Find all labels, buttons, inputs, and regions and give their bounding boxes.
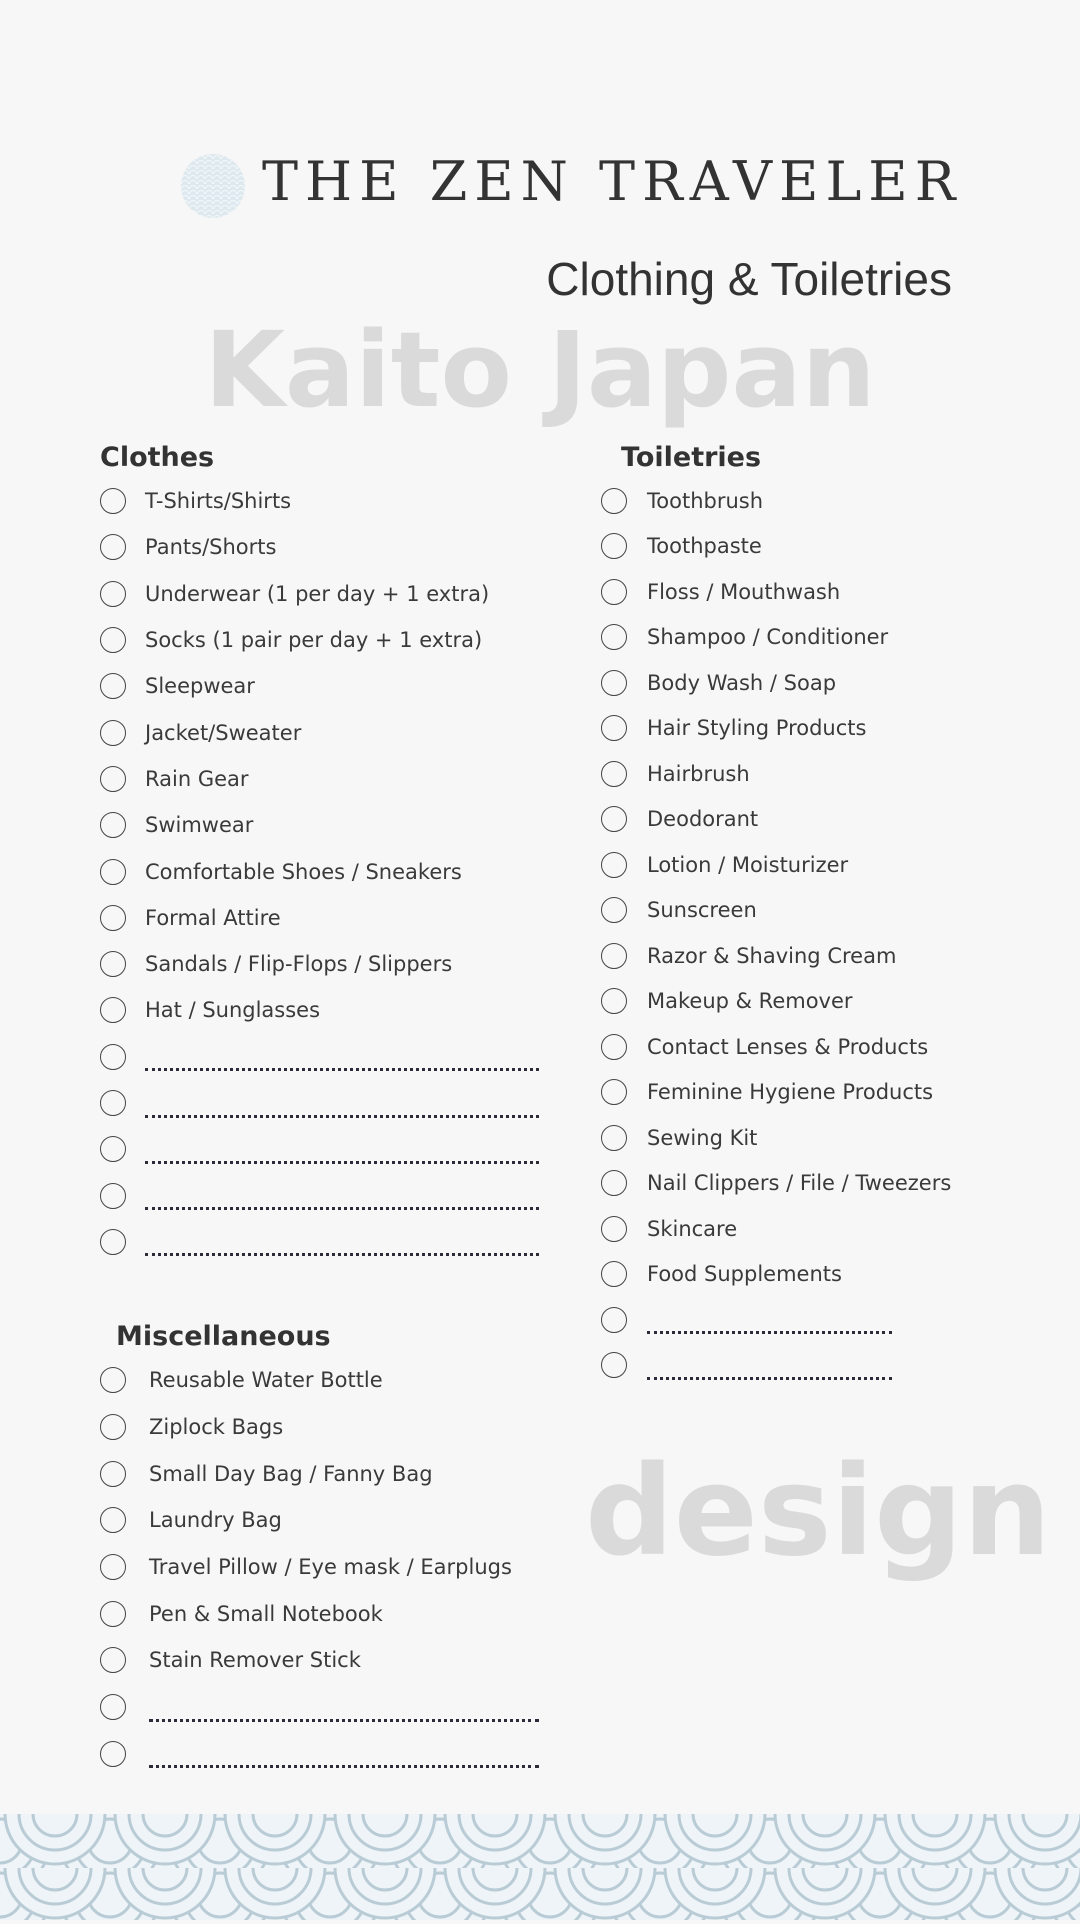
checklist-item[interactable] bbox=[100, 941, 539, 987]
item-label: Deodorant bbox=[647, 807, 759, 832]
item-label: Contact Lenses & Products bbox=[647, 1034, 929, 1059]
logo-wave-circle-icon bbox=[181, 154, 245, 218]
checklist-item[interactable] bbox=[601, 706, 951, 752]
checkbox-circle[interactable] bbox=[601, 715, 627, 741]
checkbox-circle[interactable] bbox=[601, 1125, 627, 1151]
blank-checklist-item[interactable] bbox=[100, 1684, 539, 1731]
item-label: Stain Remover Stick bbox=[149, 1648, 361, 1673]
checklist-item[interactable] bbox=[100, 802, 539, 848]
checklist-item[interactable] bbox=[100, 848, 539, 894]
item-label: Formal Attire bbox=[145, 905, 281, 930]
checkbox-circle[interactable] bbox=[100, 1554, 126, 1580]
checkbox-circle[interactable] bbox=[601, 1307, 627, 1333]
checklist-item[interactable] bbox=[601, 797, 951, 843]
checklist-item[interactable] bbox=[601, 888, 951, 934]
checklist-item[interactable] bbox=[100, 524, 539, 570]
checklist-item[interactable] bbox=[100, 895, 539, 941]
checklist-item[interactable] bbox=[100, 709, 539, 755]
checkbox-circle[interactable] bbox=[601, 852, 627, 878]
item-label: Reusable Water Bottle bbox=[149, 1368, 383, 1393]
item-label: Shampoo / Conditioner bbox=[647, 625, 889, 650]
item-label: Comfortable Shoes / Sneakers bbox=[145, 859, 462, 884]
checklist-item[interactable] bbox=[100, 571, 539, 617]
checkbox-circle[interactable] bbox=[100, 766, 126, 792]
checkbox-circle[interactable] bbox=[601, 624, 627, 650]
misc-section bbox=[100, 1317, 539, 1777]
clothes-heading: Clothes bbox=[100, 442, 215, 473]
checklist-item[interactable] bbox=[100, 1637, 539, 1684]
checkbox-circle[interactable] bbox=[100, 1183, 126, 1209]
checklist-item[interactable] bbox=[601, 660, 951, 706]
item-label: Hair Styling Products bbox=[647, 716, 867, 741]
item-label: Food Supplements bbox=[647, 1262, 842, 1287]
item-label: Swimwear bbox=[145, 813, 254, 838]
checklist-item[interactable] bbox=[100, 478, 539, 524]
checkbox-circle[interactable] bbox=[601, 579, 627, 605]
checkbox-circle[interactable] bbox=[100, 1601, 126, 1627]
blank-checklist-item[interactable] bbox=[601, 1297, 951, 1343]
dotted-write-line[interactable] bbox=[145, 1241, 539, 1256]
clothes-section bbox=[100, 438, 539, 1265]
checklist-item[interactable] bbox=[100, 663, 539, 709]
checklist-item[interactable] bbox=[100, 756, 539, 802]
blank-checklist-item[interactable] bbox=[100, 1126, 539, 1172]
item-label: Lotion / Moisturizer bbox=[647, 852, 849, 877]
checklist-item[interactable] bbox=[601, 1161, 951, 1207]
item-label: Toothpaste bbox=[647, 534, 762, 559]
dotted-write-line[interactable] bbox=[145, 1056, 539, 1071]
checkbox-circle[interactable] bbox=[100, 1229, 126, 1255]
item-label: Skincare bbox=[647, 1216, 738, 1241]
checklist-item[interactable] bbox=[601, 1206, 951, 1252]
checkbox-circle[interactable] bbox=[100, 581, 126, 607]
checklist-item[interactable] bbox=[100, 617, 539, 663]
item-label: Sunscreen bbox=[647, 898, 757, 923]
checklist-item[interactable] bbox=[601, 569, 951, 615]
checklist-item[interactable] bbox=[601, 1024, 951, 1070]
checkbox-circle[interactable] bbox=[601, 1261, 627, 1287]
blank-checklist-item[interactable] bbox=[601, 1343, 951, 1389]
checkbox-circle[interactable] bbox=[601, 806, 627, 832]
blank-checklist-item[interactable] bbox=[100, 1731, 539, 1778]
item-label: Socks (1 pair per day + 1 extra) bbox=[145, 628, 483, 653]
toiletries-section bbox=[601, 438, 951, 1388]
item-label: Ziplock Bags bbox=[149, 1415, 284, 1440]
blank-checklist-item[interactable] bbox=[100, 1172, 539, 1218]
checkbox-circle[interactable] bbox=[601, 988, 627, 1014]
checkbox-circle[interactable] bbox=[100, 673, 126, 699]
dotted-write-line[interactable] bbox=[145, 1195, 539, 1210]
checkbox-circle[interactable] bbox=[601, 533, 627, 559]
checkbox-circle[interactable] bbox=[601, 1352, 627, 1378]
blank-checklist-item[interactable] bbox=[100, 1219, 539, 1265]
dotted-write-line[interactable] bbox=[149, 1753, 539, 1768]
checkbox-circle[interactable] bbox=[100, 951, 126, 977]
dotted-write-line[interactable] bbox=[145, 1103, 539, 1118]
item-label: Hat / Sunglasses bbox=[145, 998, 321, 1023]
item-label: Jacket/Sweater bbox=[145, 720, 302, 745]
blank-checklist-item[interactable] bbox=[100, 1080, 539, 1126]
checklist-item[interactable] bbox=[601, 478, 951, 524]
item-label: Sandals / Flip-Flops / Slippers bbox=[145, 952, 453, 977]
checkbox-circle[interactable] bbox=[601, 943, 627, 969]
checkbox-circle[interactable] bbox=[100, 1461, 126, 1487]
misc-heading: Miscellaneous bbox=[116, 1321, 331, 1352]
checklist-item[interactable] bbox=[601, 1070, 951, 1116]
item-label: Razor & Shaving Cream bbox=[647, 943, 897, 968]
checkbox-circle[interactable] bbox=[601, 1216, 627, 1242]
dotted-write-line[interactable] bbox=[145, 1149, 539, 1164]
dotted-write-line[interactable] bbox=[149, 1707, 539, 1722]
checkbox-circle[interactable] bbox=[100, 1741, 126, 1767]
checkbox-circle[interactable] bbox=[601, 488, 627, 514]
checkbox-circle[interactable] bbox=[100, 1090, 126, 1116]
item-label: Small Day Bag / Fanny Bag bbox=[149, 1461, 433, 1486]
checkbox-circle[interactable] bbox=[100, 488, 126, 514]
blank-checklist-item[interactable] bbox=[100, 1034, 539, 1080]
watermark-line2: design bbox=[585, 1440, 1052, 1584]
checkbox-circle[interactable] bbox=[601, 761, 627, 787]
checkbox-circle[interactable] bbox=[100, 1507, 126, 1533]
brand-title: THE ZEN TRAVELER bbox=[262, 150, 963, 213]
checklist-item[interactable] bbox=[100, 1450, 539, 1497]
checklist-item[interactable] bbox=[601, 842, 951, 888]
checklist-item[interactable] bbox=[601, 933, 951, 979]
item-label: Rain Gear bbox=[145, 766, 249, 791]
checklist-item[interactable] bbox=[100, 1590, 539, 1637]
checklist-item[interactable] bbox=[100, 1357, 539, 1404]
checkbox-circle[interactable] bbox=[601, 1079, 627, 1105]
item-label: Body Wash / Soap bbox=[647, 670, 837, 695]
item-label: Toothbrush bbox=[647, 488, 764, 513]
toiletries-heading: Toiletries bbox=[621, 442, 762, 473]
item-label: Pants/Shorts bbox=[145, 535, 277, 560]
item-label: Nail Clippers / File / Tweezers bbox=[647, 1171, 952, 1196]
checklist-item[interactable] bbox=[100, 1544, 539, 1591]
checklist-item[interactable] bbox=[100, 987, 539, 1033]
item-label: Makeup & Remover bbox=[647, 989, 853, 1014]
checklist-item[interactable] bbox=[601, 524, 951, 570]
checkbox-circle[interactable] bbox=[100, 534, 126, 560]
item-label: Feminine Hygiene Products bbox=[647, 1080, 934, 1105]
checkbox-circle[interactable] bbox=[100, 1044, 126, 1070]
item-label: Sewing Kit bbox=[647, 1125, 758, 1150]
checkbox-circle[interactable] bbox=[100, 1136, 126, 1162]
item-label: Hairbrush bbox=[647, 761, 750, 786]
checkbox-circle[interactable] bbox=[100, 997, 126, 1023]
checklist-item[interactable] bbox=[601, 1115, 951, 1161]
checklist-item[interactable] bbox=[100, 1497, 539, 1544]
checkbox-circle[interactable] bbox=[601, 897, 627, 923]
checklist-item[interactable] bbox=[601, 615, 951, 661]
checkbox-circle[interactable] bbox=[100, 1694, 126, 1720]
watermark-line1: Kaito Japan bbox=[204, 309, 876, 431]
item-label: Underwear (1 per day + 1 extra) bbox=[145, 581, 490, 606]
item-label: Floss / Mouthwash bbox=[647, 579, 841, 604]
checkbox-circle[interactable] bbox=[100, 720, 126, 746]
checkbox-circle[interactable] bbox=[100, 1647, 126, 1673]
checklist-item[interactable] bbox=[100, 1404, 539, 1451]
page-subtitle: Clothing & Toiletries bbox=[546, 253, 952, 305]
checkbox-circle[interactable] bbox=[100, 1414, 126, 1440]
checkbox-circle[interactable] bbox=[100, 812, 126, 838]
checklist-item[interactable] bbox=[601, 1252, 951, 1298]
seigaiha-wave-border bbox=[0, 1808, 1080, 1920]
dotted-write-line[interactable] bbox=[647, 1365, 892, 1380]
item-label: Travel Pillow / Eye mask / Earplugs bbox=[149, 1555, 512, 1580]
dotted-write-line[interactable] bbox=[647, 1319, 892, 1334]
checkbox-circle[interactable] bbox=[100, 905, 126, 931]
checklist-item[interactable] bbox=[601, 751, 951, 797]
checkbox-circle[interactable] bbox=[601, 1170, 627, 1196]
item-label: Sleepwear bbox=[145, 674, 255, 699]
item-label: Pen & Small Notebook bbox=[149, 1601, 383, 1626]
checkbox-circle[interactable] bbox=[601, 670, 627, 696]
checklist-item[interactable] bbox=[601, 979, 951, 1025]
checkbox-circle[interactable] bbox=[100, 859, 126, 885]
item-label: T-Shirts/Shirts bbox=[145, 489, 292, 514]
checkbox-circle[interactable] bbox=[100, 1367, 126, 1393]
checkbox-circle[interactable] bbox=[601, 1034, 627, 1060]
item-label: Laundry Bag bbox=[149, 1508, 282, 1533]
checkbox-circle[interactable] bbox=[100, 627, 126, 653]
